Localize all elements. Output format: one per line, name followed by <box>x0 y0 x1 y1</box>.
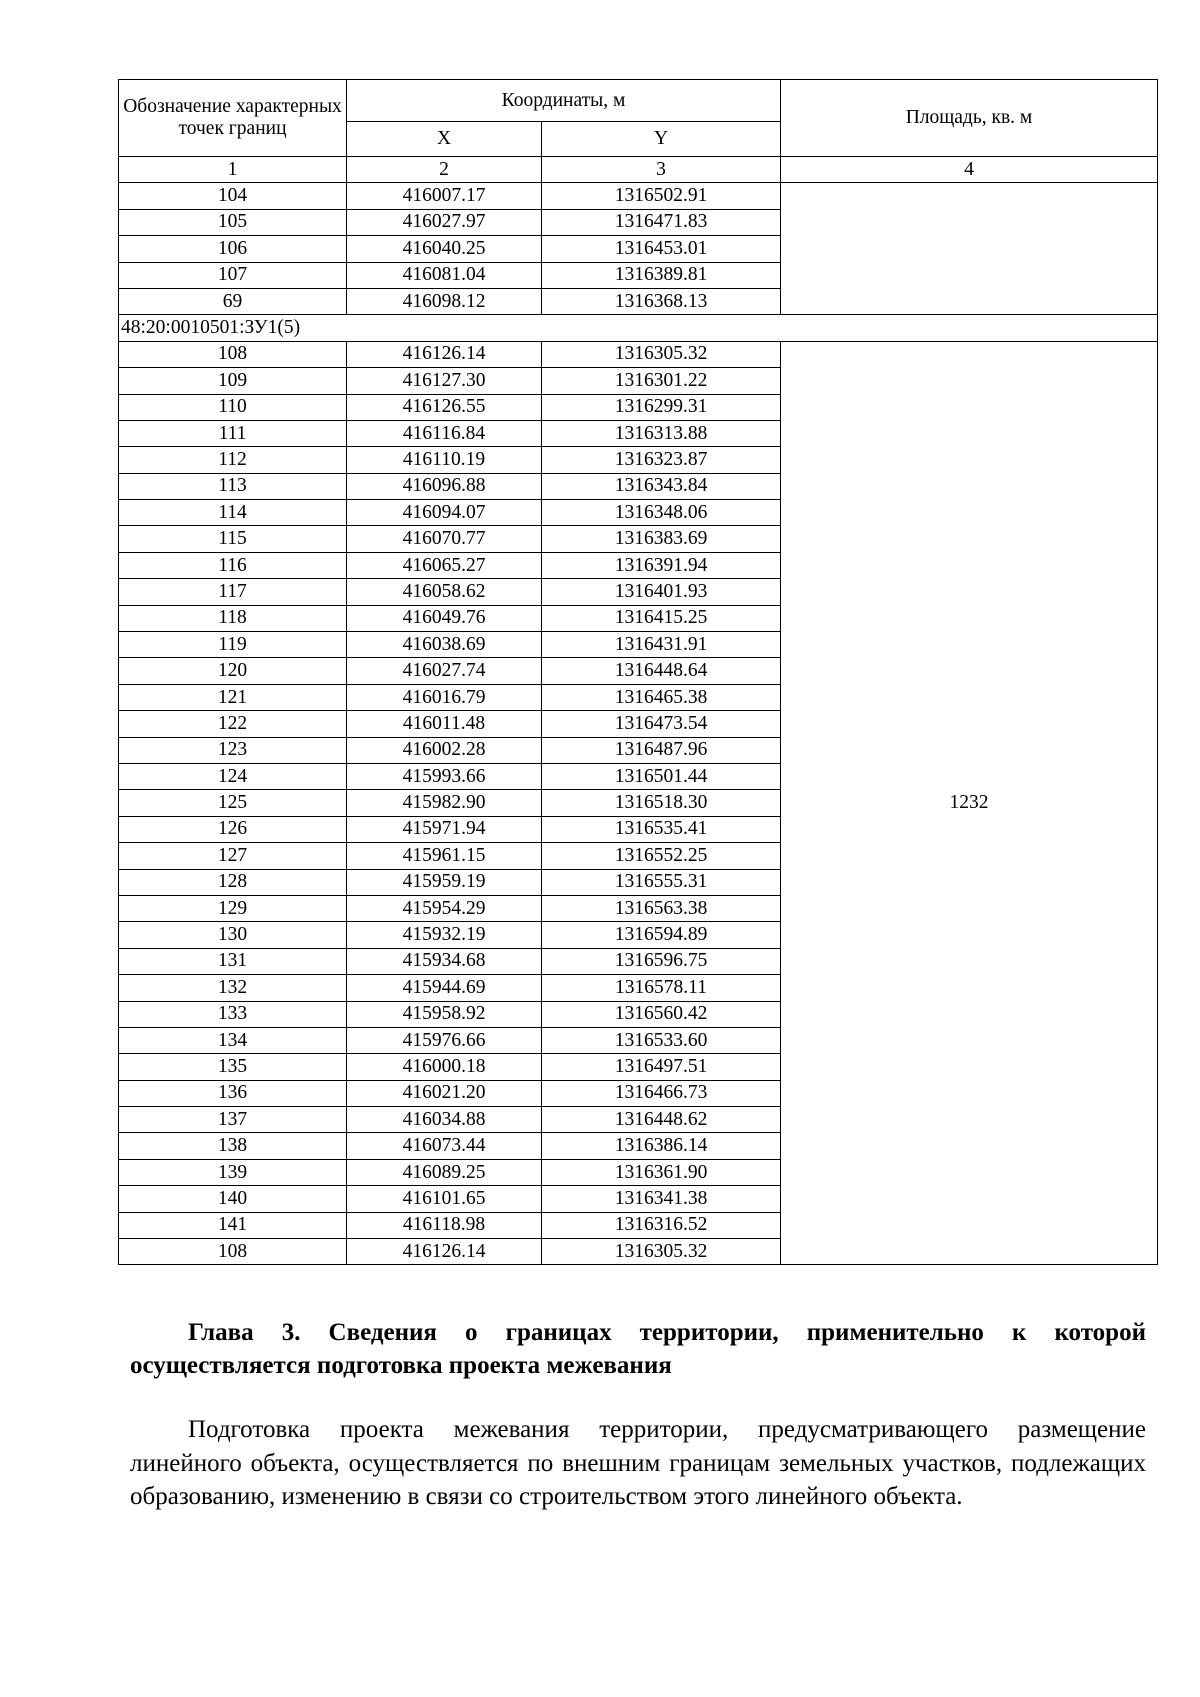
y-coordinate-cell: 1316596.75 <box>542 948 781 974</box>
x-coordinate-cell: 415959.19 <box>347 869 542 895</box>
point-id-cell: 140 <box>119 1186 347 1212</box>
point-id-cell: 107 <box>119 262 347 288</box>
y-coordinate-cell: 1316563.38 <box>542 895 781 921</box>
x-coordinate-cell: 415971.94 <box>347 816 542 842</box>
x-coordinate-cell: 416094.07 <box>347 500 542 526</box>
y-coordinate-cell: 1316368.13 <box>542 288 781 314</box>
x-coordinate-cell: 416126.55 <box>347 394 542 420</box>
point-id-cell: 130 <box>119 922 347 948</box>
point-id-cell: 69 <box>119 288 347 314</box>
y-coordinate-cell: 1316448.64 <box>542 658 781 684</box>
point-id-cell: 112 <box>119 447 347 473</box>
y-coordinate-cell: 1316361.90 <box>542 1159 781 1185</box>
y-coordinate-cell: 1316473.54 <box>542 711 781 737</box>
chapter-paragraph: Подготовка проекта межевания территории, предусматривающего размещение линейного объекта, осуществляется по внешним границам земельных участков, подлежащих образованию, изменению в связи со строительством этого линейного объекта. <box>130 1416 1146 1510</box>
x-coordinate-cell: 416034.88 <box>347 1107 542 1133</box>
y-header: Y <box>542 122 781 157</box>
x-coordinate-cell: 415976.66 <box>347 1027 542 1053</box>
column-number: 4 <box>781 157 1158 183</box>
x-coordinate-cell: 416116.84 <box>347 420 542 446</box>
y-coordinate-cell: 1316533.60 <box>542 1027 781 1053</box>
x-coordinate-cell: 416011.48 <box>347 711 542 737</box>
area-cell: 1232 <box>781 341 1158 1265</box>
point-id-cell: 115 <box>119 526 347 552</box>
point-id-cell: 116 <box>119 552 347 578</box>
x-header: X <box>347 122 542 157</box>
table-header-row <box>119 80 1158 122</box>
point-id-cell: 124 <box>119 763 347 789</box>
x-coordinate-cell: 416065.27 <box>347 552 542 578</box>
x-coordinate-cell: 416101.65 <box>347 1186 542 1212</box>
y-coordinate-cell: 1316313.88 <box>542 420 781 446</box>
y-coordinate-cell: 1316305.32 <box>542 341 781 367</box>
point-id-cell: 111 <box>119 420 347 446</box>
point-id-cell: 132 <box>119 975 347 1001</box>
y-coordinate-cell: 1316471.83 <box>542 209 781 235</box>
point-id-cell: 108 <box>119 341 347 367</box>
y-coordinate-cell: 1316487.96 <box>542 737 781 763</box>
table-row <box>119 183 1158 209</box>
point-id-cell: 135 <box>119 1054 347 1080</box>
y-coordinate-cell: 1316401.93 <box>542 579 781 605</box>
point-id-cell: 123 <box>119 737 347 763</box>
y-coordinate-cell: 1316343.84 <box>542 473 781 499</box>
column-number: 2 <box>347 157 542 183</box>
x-coordinate-cell: 416070.77 <box>347 526 542 552</box>
y-coordinate-cell: 1316391.94 <box>542 552 781 578</box>
y-coordinate-cell: 1316431.91 <box>542 632 781 658</box>
y-coordinate-cell: 1316453.01 <box>542 236 781 262</box>
x-coordinate-cell: 416000.18 <box>347 1054 542 1080</box>
point-id-cell: 139 <box>119 1159 347 1185</box>
y-coordinate-cell: 1316497.51 <box>542 1054 781 1080</box>
y-coordinate-cell: 1316518.30 <box>542 790 781 816</box>
coordinates-header: Координаты, м <box>347 80 781 122</box>
point-id-cell: 138 <box>119 1133 347 1159</box>
section-label: 48:20:0010501:ЗУ1(5) <box>119 315 1158 341</box>
point-id-cell: 126 <box>119 816 347 842</box>
y-coordinate-cell: 1316535.41 <box>542 816 781 842</box>
point-id-cell: 127 <box>119 843 347 869</box>
coordinates-table <box>118 79 1158 1265</box>
y-coordinate-cell: 1316560.42 <box>542 1001 781 1027</box>
point-id-cell: 106 <box>119 236 347 262</box>
x-coordinate-cell: 416081.04 <box>347 262 542 288</box>
point-id-cell: 117 <box>119 579 347 605</box>
y-coordinate-cell: 1316594.89 <box>542 922 781 948</box>
x-coordinate-cell: 416096.88 <box>347 473 542 499</box>
point-id-cell: 110 <box>119 394 347 420</box>
x-coordinate-cell: 416073.44 <box>347 1133 542 1159</box>
point-id-cell: 128 <box>119 869 347 895</box>
x-coordinate-cell: 416118.98 <box>347 1212 542 1238</box>
point-id-cell: 134 <box>119 1027 347 1053</box>
y-coordinate-cell: 1316348.06 <box>542 500 781 526</box>
column-numbers-row <box>119 157 1158 183</box>
x-coordinate-cell: 416040.25 <box>347 236 542 262</box>
point-id-cell: 114 <box>119 500 347 526</box>
point-id-cell: 104 <box>119 183 347 209</box>
y-coordinate-cell: 1316466.73 <box>542 1080 781 1106</box>
points-header: Обозначение характерных точек границ <box>119 80 347 157</box>
x-coordinate-cell: 415932.19 <box>347 922 542 948</box>
point-id-cell: 125 <box>119 790 347 816</box>
x-coordinate-cell: 416002.28 <box>347 737 542 763</box>
y-coordinate-cell: 1316552.25 <box>542 843 781 869</box>
y-coordinate-cell: 1316316.52 <box>542 1212 781 1238</box>
y-coordinate-cell: 1316323.87 <box>542 447 781 473</box>
y-coordinate-cell: 1316386.14 <box>542 1133 781 1159</box>
x-coordinate-cell: 415982.90 <box>347 790 542 816</box>
x-coordinate-cell: 416038.69 <box>347 632 542 658</box>
x-coordinate-cell: 416098.12 <box>347 288 542 314</box>
point-id-cell: 136 <box>119 1080 347 1106</box>
x-coordinate-cell: 415934.68 <box>347 948 542 974</box>
section-label-row <box>119 315 1158 341</box>
y-coordinate-cell: 1316502.91 <box>542 183 781 209</box>
point-id-cell: 121 <box>119 684 347 710</box>
y-coordinate-cell: 1316448.62 <box>542 1107 781 1133</box>
x-coordinate-cell: 416049.76 <box>347 605 542 631</box>
point-id-cell: 131 <box>119 948 347 974</box>
x-coordinate-cell: 416058.62 <box>347 579 542 605</box>
table-row <box>119 341 1158 367</box>
x-coordinate-cell: 415954.29 <box>347 895 542 921</box>
x-coordinate-cell: 416126.14 <box>347 341 542 367</box>
y-coordinate-cell: 1316415.25 <box>542 605 781 631</box>
y-coordinate-cell: 1316299.31 <box>542 394 781 420</box>
column-number: 1 <box>119 157 347 183</box>
x-coordinate-cell: 415993.66 <box>347 763 542 789</box>
point-id-cell: 120 <box>119 658 347 684</box>
point-id-cell: 137 <box>119 1107 347 1133</box>
point-id-cell: 108 <box>119 1239 347 1265</box>
x-coordinate-cell: 415944.69 <box>347 975 542 1001</box>
x-coordinate-cell: 416089.25 <box>347 1159 542 1185</box>
point-id-cell: 119 <box>119 632 347 658</box>
y-coordinate-cell: 1316383.69 <box>542 526 781 552</box>
point-id-cell: 129 <box>119 895 347 921</box>
x-coordinate-cell: 416016.79 <box>347 684 542 710</box>
column-number: 3 <box>542 157 781 183</box>
point-id-cell: 118 <box>119 605 347 631</box>
x-coordinate-cell: 415961.15 <box>347 843 542 869</box>
area-cell <box>781 183 1158 315</box>
y-coordinate-cell: 1316465.38 <box>542 684 781 710</box>
x-coordinate-cell: 416027.97 <box>347 209 542 235</box>
x-coordinate-cell: 416007.17 <box>347 183 542 209</box>
y-coordinate-cell: 1316389.81 <box>542 262 781 288</box>
y-coordinate-cell: 1316301.22 <box>542 368 781 394</box>
y-coordinate-cell: 1316578.11 <box>542 975 781 1001</box>
x-coordinate-cell: 416027.74 <box>347 658 542 684</box>
x-coordinate-cell: 416110.19 <box>347 447 542 473</box>
point-id-cell: 141 <box>119 1212 347 1238</box>
x-coordinate-cell: 416126.14 <box>347 1239 542 1265</box>
point-id-cell: 122 <box>119 711 347 737</box>
x-coordinate-cell: 416127.30 <box>347 368 542 394</box>
x-coordinate-cell: 416021.20 <box>347 1080 542 1106</box>
y-coordinate-cell: 1316305.32 <box>542 1239 781 1265</box>
point-id-cell: 133 <box>119 1001 347 1027</box>
y-coordinate-cell: 1316501.44 <box>542 763 781 789</box>
area-header: Площадь, кв. м <box>781 80 1158 157</box>
point-id-cell: 109 <box>119 368 347 394</box>
point-id-cell: 105 <box>119 209 347 235</box>
y-coordinate-cell: 1316555.31 <box>542 869 781 895</box>
x-coordinate-cell: 415958.92 <box>347 1001 542 1027</box>
chapter-heading: Глава 3. Сведения о границах территории, применительно к которой осуществляется подготовка проекта межевания <box>130 1319 1146 1379</box>
y-coordinate-cell: 1316341.38 <box>542 1186 781 1212</box>
point-id-cell: 113 <box>119 473 347 499</box>
